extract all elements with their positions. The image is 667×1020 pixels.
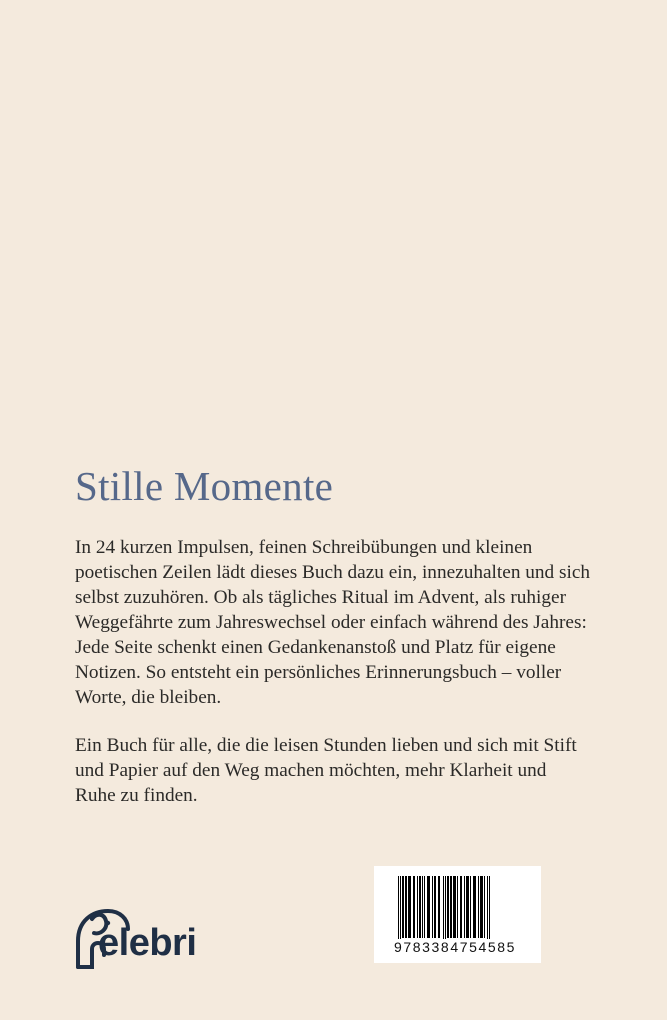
barcode-bar bbox=[473, 876, 476, 938]
barcode-bar bbox=[487, 876, 488, 946]
barcode-bar bbox=[438, 876, 440, 938]
barcode-bar bbox=[478, 876, 479, 938]
blurb-line: Ruhe zu finden. bbox=[75, 785, 198, 806]
book-title: Stille Momente bbox=[75, 463, 334, 509]
barcode-bar bbox=[489, 876, 490, 946]
barcode-bar bbox=[400, 876, 401, 946]
publisher-logo bbox=[74, 905, 204, 970]
publisher-logo-text: elebri bbox=[98, 922, 197, 964]
blurb-line: Worte, die bleiben. bbox=[75, 687, 222, 708]
blurb-line: Notizen. So entsteht ein persönliches Erinnerungsbuch – voller bbox=[75, 662, 562, 683]
barcode-bar bbox=[450, 876, 452, 938]
blurb-line: Jede Seite schenkt einen Gedankenanstoß und Platz für eigene bbox=[75, 637, 556, 658]
blurb-line: selbst zuzuhören. Ob als tägliches Ritual im Advent, als ruhiger bbox=[75, 587, 567, 608]
barcode-bar bbox=[466, 876, 469, 938]
barcode-bar bbox=[405, 876, 407, 938]
blurb-line: Weggefährte zum Jahreswechsel oder einfach während des Jahres: bbox=[75, 612, 587, 633]
barcode-bar bbox=[422, 876, 423, 938]
barcode-bars bbox=[394, 876, 521, 946]
barcode-bar bbox=[398, 876, 399, 946]
isbn-barcode bbox=[374, 866, 541, 963]
barcode-bar bbox=[402, 876, 404, 938]
barcode-bar bbox=[484, 876, 485, 938]
barcode-bar bbox=[453, 876, 456, 938]
blurb-line: Ein Buch für alle, die die leisen Stunden lieben und sich mit Stift bbox=[75, 735, 577, 756]
barcode-bar bbox=[434, 876, 436, 938]
blurb-paragraph-1 bbox=[75, 535, 590, 710]
barcode-bar bbox=[470, 876, 471, 938]
barcode-bar bbox=[443, 876, 444, 946]
barcode-bar bbox=[480, 876, 483, 938]
blurb-line: poetischen Zeilen lädt dieses Buch dazu ein, innezuhalten und sich bbox=[75, 562, 591, 583]
blurb-paragraph-2 bbox=[75, 733, 577, 808]
barcode-bar bbox=[408, 876, 411, 938]
isbn-number: 9783384754585 bbox=[394, 939, 517, 955]
barcode-bar bbox=[457, 876, 458, 938]
barcode-bar bbox=[419, 876, 421, 938]
blurb-line: In 24 kurzen Impulsen, feinen Schreibübungen und kleinen bbox=[75, 537, 533, 558]
barcode-bar bbox=[464, 876, 465, 938]
barcode-bar bbox=[445, 876, 446, 946]
barcode-bar bbox=[427, 876, 430, 938]
blurb-line: und Papier auf den Weg machen möchten, mehr Klarheit und bbox=[75, 760, 547, 781]
barcode-bar bbox=[432, 876, 433, 938]
barcode-bar bbox=[460, 876, 462, 938]
barcode-bar bbox=[413, 876, 415, 938]
barcode-bar bbox=[424, 876, 425, 938]
barcode-bar bbox=[447, 876, 449, 938]
barcode-bar bbox=[417, 876, 418, 938]
